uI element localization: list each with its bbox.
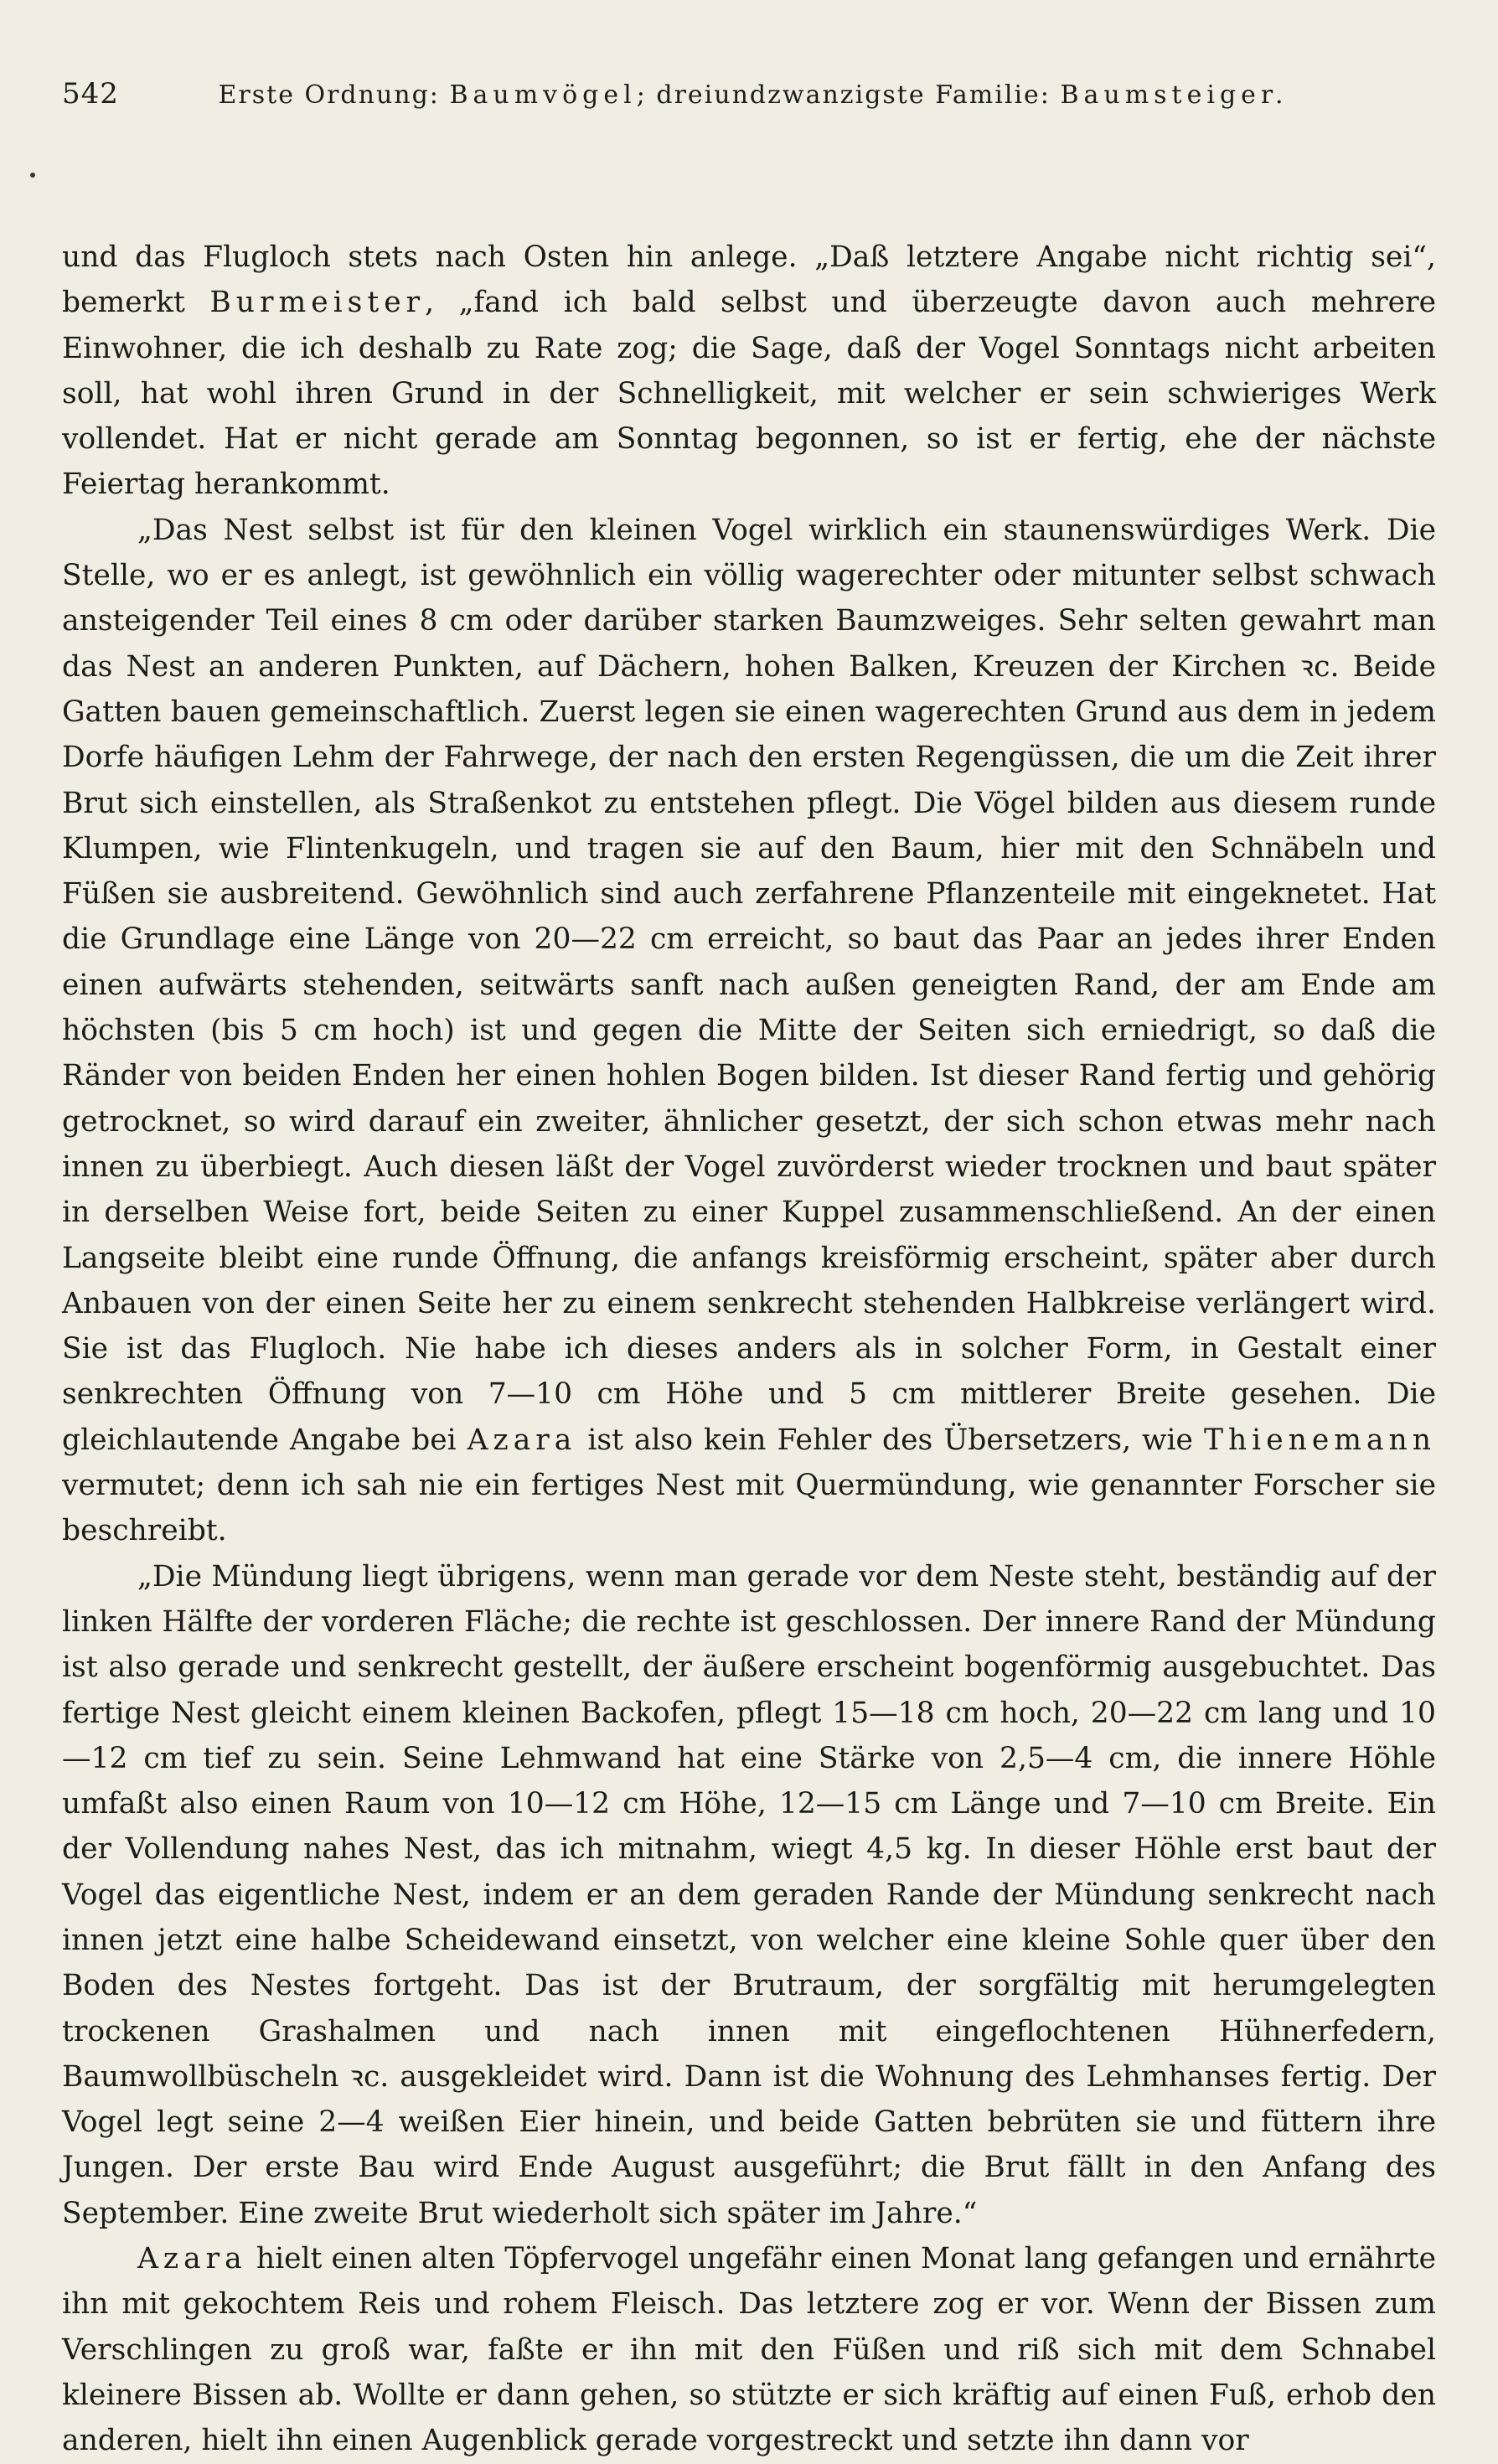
paragraph <box>62 2236 1436 2463</box>
text-run: hielt einen alten Töpfervogel ungefähr einen Monat lang gefangen und ernährte ihn mit gekochtem Reis und rohem Fleisch. Das letztere zog er vor. Wenn der Bissen zum Verschlingen zu groß war, faßte er ihn mit den Füßen und riß sich mit dem Schnabel kleinere Bissen ab. Wollte er dann gehen, so stützte er sich kräftig auf einen Fuß, erhob den anderen, hielt ihn einen Augenblick gerade vorgestreckt und setzte ihn dann vor <box>62 2242 1436 2458</box>
text-run: und das Flugloch stets nach Osten hin anlege. „Daß letztere Angabe nicht richtig sei“, bemerkt <box>62 240 1436 320</box>
paragraph <box>62 235 1436 508</box>
page-number: 542 <box>62 77 119 111</box>
paragraph <box>62 1554 1436 2236</box>
spaced-name: Thienemann <box>1203 1423 1436 1457</box>
running-title-family: Baumsteiger. <box>1060 80 1289 110</box>
text-run: ist also kein Fehler des Übersetzers, wie <box>576 1423 1204 1457</box>
text-run: „Die Mündung liegt übrigens, wenn man gerade vor dem Neste steht, beständig auf der linken Hälfte der vorderen Fläche; die rechte ist geschlossen. Der innere Rand der Mündung ist also gerade und senkrecht gestellt, der äußere erscheint bogenförmig ausgebuchtet. Das fertige Nest gleicht einem kleinen Backofen, pflegt 15—18 cm hoch, 20—22 cm lang und 10—12 cm tief zu sein. Seine Lehmwand hat eine Stärke von 2,5—4 cm, die innere Höhle umfaßt also einen Raum von 10—12 cm Höhe, 12—15 cm Länge und 7—10 cm Breite. Ein der Vollendung nahes Nest, das ich mitnahm, wiegt 4,5 kg. In dieser Höhle erst baut der Vogel das eigentliche Nest, indem er an dem geraden Rande der Mündung senkrecht nach innen jetzt eine halbe Scheidewand einsetzt, von welcher eine kleine Sohle quer über den Boden des Nestes fortgeht. Das ist der Brutraum, der sorgfältig mit herumgelegten trockenen Grashalmen und nach innen mit eingeflochtenen Hühnerfedern, Baumwollbüscheln ꝛc. ausgekleidet wird. Dann ist die Wohnung des Lehmhanses fertig. Der Vogel legt seine 2—4 weißen Eier hinein, und beide Gatten bebrüten sie und füttern ihre Jungen. Der erste Bau wird Ende August ausgeführt; die Brut fällt in den Anfang des September. Eine zweite Brut wiederholt sich später im Jahre.“ <box>62 1559 1436 2230</box>
spaced-name: Azara <box>467 1423 577 1457</box>
paragraph <box>62 508 1436 1554</box>
running-title-prefix: Erste Ordnung: <box>218 80 450 110</box>
text-run: „Das Nest selbst ist für den kleinen Vogel wirklich ein staunenswürdiges Werk. Die Stelle, wo er es anlegt, ist gewöhnlich ein völlig wagerechter oder mitunter selbst schwach ansteigender Teil eines 8 cm oder darüber starken Baumzweiges. Sehr selten gewahrt man das Nest an anderen Punkten, auf Dächern, hohen Balken, Kreuzen der Kirchen ꝛc. Beide Gatten bauen gemeinschaftlich. Zuerst legen sie einen wagerechten Grund aus dem in jedem Dorfe häufigen Lehm der Fahrwege, der nach den ersten Regengüssen, die um die Zeit ihrer Brut sich einstellen, als Straßenkot zu entstehen pflegt. Die Vögel bilden aus diesem runde Klumpen, wie Flintenkugeln, und tragen sie auf den Baum, hier mit den Schnäbeln und Füßen sie ausbreitend. Gewöhnlich sind auch zerfahrene Pflanzenteile mit eingeknetet. Hat die Grundlage eine Länge von 20—22 cm erreicht, so baut das Paar an jedes ihrer Enden einen aufwärts stehenden, seitwärts sanft nach außen geneigten Rand, der am Ende am höchsten (bis 5 cm hoch) ist und gegen die Mitte der Seiten sich erniedrigt, so daß die Ränder von beiden Enden her einen hohlen Bogen bilden. Ist dieser Rand fertig und gehörig getrocknet, so wird darauf ein zweiter, ähnlicher gesetzt, der sich schon etwas mehr nach innen zu überbiegt. Auch diesen läßt der Vogel zuvörderst wieder trocknen und baut später in derselben Weise fort, beide Seiten zu einer Kuppel zusammenschließend. An der einen Langseite bleibt eine runde Öffnung, die anfangs kreisförmig erscheint, später aber durch Anbauen von der einen Seite her zu einem senkrecht stehenden Halbkreise verlängert wird. Sie ist das Flugloch. Nie habe ich dieses anders als in solcher Form, in Gestalt einer senkrechten Öffnung von 7—10 cm Höhe und 5 cm mittlerer Breite gesehen. Die gleichlautende Angabe bei <box>62 513 1436 1457</box>
running-title-mid: ; dreiundzwanzigste Familie: <box>636 80 1061 110</box>
running-title <box>171 80 1436 110</box>
text-run: , „fand ich bald selbst und überzeugte davon auch mehrere Einwohner, die ich deshalb zu Rate zog; die Sage, daß der Vogel Sonntags nicht arbeiten soll, hat wohl ihren Grund in der Schnelligkeit, mit welcher er sein schwieriges Werk vollendet. Hat er nicht gerade am Sonntag begonnen, so ist er fertig, ehe der nächste Feiertag herankommt. <box>62 286 1436 502</box>
text-run: vermutet; denn ich sah nie ein fertiges Nest mit Quermündung, wie genannter Forscher sie beschreibt. <box>62 1469 1436 1548</box>
spaced-name: Azara <box>137 2242 247 2276</box>
running-head <box>62 77 1436 127</box>
margin-mark <box>30 173 35 178</box>
spaced-name: Burmeister <box>209 286 426 320</box>
body-text <box>62 235 1436 2464</box>
running-title-order: Baumvögel <box>449 80 637 110</box>
